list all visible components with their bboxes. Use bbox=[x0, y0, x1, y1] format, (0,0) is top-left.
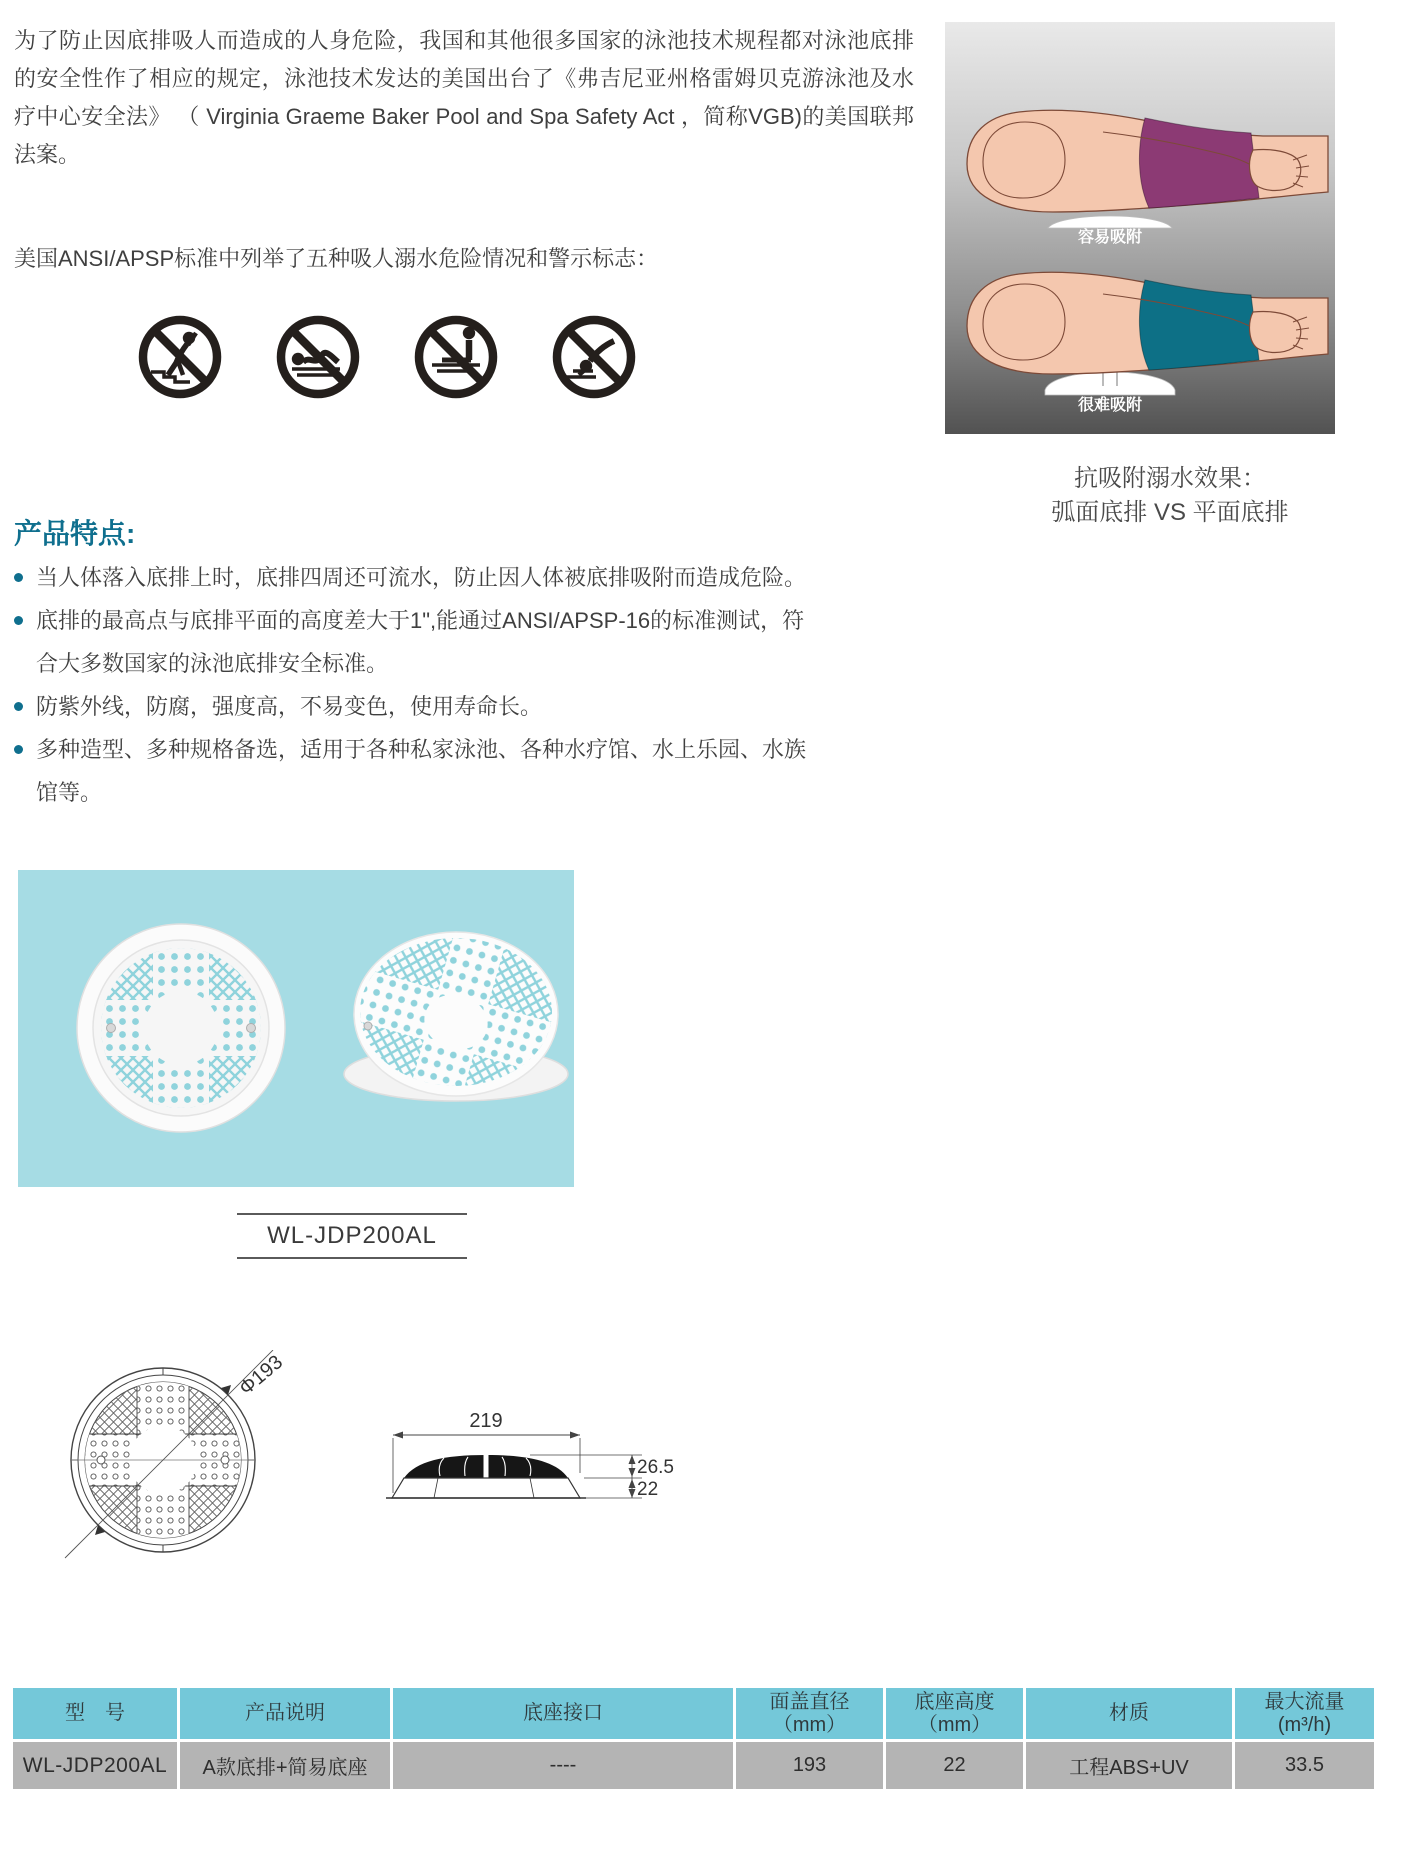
col-header-cover-diameter: 面盖直径 （mm） bbox=[736, 1688, 883, 1739]
col-header-description: 产品说明 bbox=[180, 1688, 390, 1739]
feature-text: 底排的最高点与底排平面的高度差大于1",能通过ANSI/APSP-16的标准测试，符合大多数国家的泳池底排安全标准。 bbox=[36, 608, 805, 676]
list-item bbox=[14, 728, 814, 814]
no-diving-entrapment-icon bbox=[549, 312, 639, 402]
caption-line2: 弧面底排 VS 平面底排 bbox=[1051, 499, 1289, 526]
bullet-icon bbox=[14, 685, 36, 711]
dome-height-dimension-label: 26.5 bbox=[637, 1457, 674, 1478]
no-climb-entrapment-icon bbox=[135, 312, 225, 402]
table-cell-max-flow: 33.5 bbox=[1235, 1742, 1374, 1789]
features-list bbox=[14, 556, 814, 814]
bullet-icon bbox=[14, 599, 36, 625]
bullet-icon bbox=[14, 728, 36, 754]
col-header-max-flow: 最大流量 (m³/h) bbox=[1235, 1688, 1374, 1739]
drawing-side-view bbox=[380, 1405, 680, 1515]
table-cell-cover-diameter: 193 bbox=[736, 1742, 883, 1789]
list-item bbox=[14, 685, 814, 728]
table-cell-model: WL-JDP200AL bbox=[13, 1742, 177, 1789]
base-height-dimension-label: 22 bbox=[637, 1479, 659, 1500]
no-lying-entrapment-icon bbox=[273, 312, 363, 402]
drain-cover-top-view bbox=[77, 924, 285, 1132]
anti-entrapment-illustration bbox=[945, 22, 1335, 434]
col-header-base-height: 底座高度 （mm） bbox=[886, 1688, 1023, 1739]
no-sitting-entrapment-icon bbox=[411, 312, 501, 402]
table-cell-material: 工程ABS+UV bbox=[1026, 1742, 1232, 1789]
illustration-caption bbox=[975, 462, 1365, 530]
features-heading: 产品特点: bbox=[14, 518, 136, 549]
col-header-material: 材质 bbox=[1026, 1688, 1232, 1739]
spec-table bbox=[13, 1688, 1374, 1789]
feature-text: 当人体落入底排上时，底排四周还可流水，防止因人体被底排吸附而造成危险。 bbox=[36, 565, 807, 590]
diameter-dimension-label: Φ193 bbox=[235, 1351, 288, 1400]
easy-attach-label: 容易吸附 bbox=[1077, 229, 1143, 246]
col-header-model: 型 号 bbox=[13, 1688, 177, 1739]
table-cell-description: A款底排+简易底座 bbox=[180, 1742, 390, 1789]
drawing-top-view bbox=[55, 1350, 305, 1575]
warning-intro-line: 美国ANSI/APSP标准中列举了五种吸人溺水危险情况和警示标志： bbox=[14, 246, 659, 271]
product-photo-panel bbox=[18, 870, 574, 1187]
product-model-label: WL-JDP200AL bbox=[237, 1213, 467, 1259]
caption-line1: 抗吸附溺水效果： bbox=[1074, 465, 1266, 492]
intro-paragraph: 为了防止因底排吸人而造成的人身危险，我国和其他很多国家的泳池技术规程都对泳池底排的安全性作了相应的规定，泳池技术发达的美国出台了《弗吉尼亚州格雷姆贝克游泳池及水疗中心安全法》 （ Virginia Graeme Baker Pool and Spa Safety Act ，简称VGB)的美国联邦法案。 bbox=[14, 28, 914, 167]
width-dimension-label: 219 bbox=[469, 1410, 503, 1432]
table-cell-base-connector: ---- bbox=[393, 1742, 733, 1789]
hard-attach-label: 很难吸附 bbox=[1077, 397, 1143, 414]
col-header-base-connector: 底座接口 bbox=[393, 1688, 733, 1739]
feature-text: 防紫外线，防腐，强度高，不易变色，使用寿命长。 bbox=[36, 694, 543, 719]
bullet-icon bbox=[14, 556, 36, 582]
list-item bbox=[14, 599, 814, 685]
table-cell-base-height: 22 bbox=[886, 1742, 1023, 1789]
list-item bbox=[14, 556, 814, 599]
feature-text: 多种造型、多种规格备选，适用于各种私家泳池、各种水疗馆、水上乐园、水族馆等。 bbox=[36, 737, 807, 805]
